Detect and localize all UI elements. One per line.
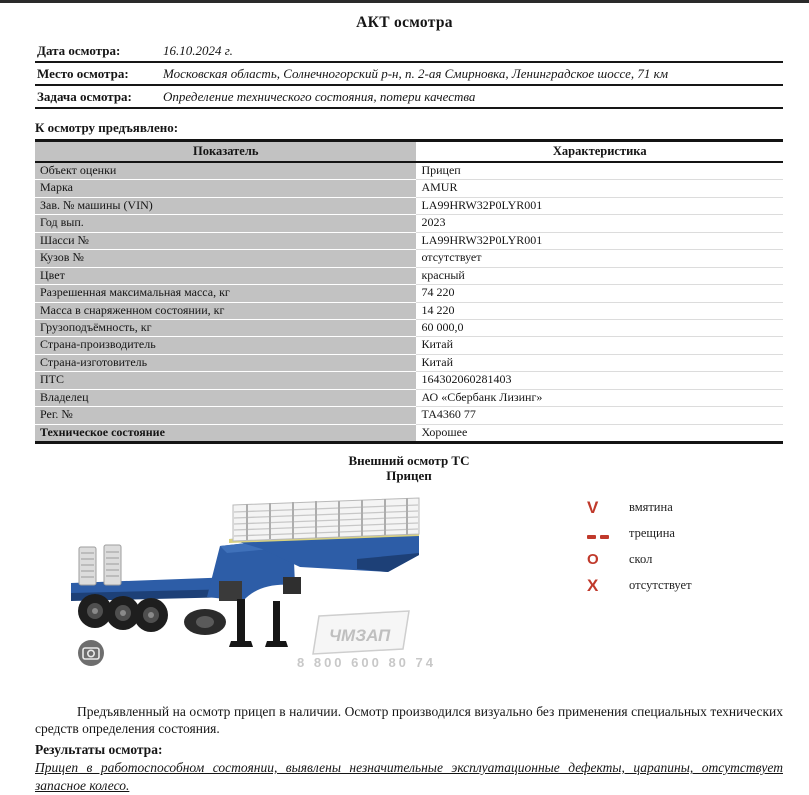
document-title: АКТ осмотра (356, 14, 453, 31)
spec-label: Масса в снаряженном состоянии, кг (35, 302, 416, 319)
table-row (35, 180, 783, 197)
table-row (35, 162, 783, 180)
spec-label: Грузоподъёмность, кг (35, 319, 416, 336)
table-row (35, 302, 783, 319)
info-value: 16.10.2024 г. (161, 40, 783, 62)
table-row (35, 319, 783, 336)
column-header-characteristic: Характеристика (416, 141, 783, 163)
legend-label: отсутствует (629, 578, 692, 593)
spec-value: 164302060281403 (416, 372, 783, 389)
spec-value: Китай (416, 354, 783, 371)
spec-value: отсутствует (416, 250, 783, 267)
table-row (35, 197, 783, 214)
visual-inspection-title (35, 453, 783, 484)
conclusion-paragraph: Предъявленный на осмотр прицеп в наличии. Осмотр производился визуально без применения специальных технических средств определения состояния. (35, 703, 783, 737)
spec-value: Прицеп (416, 162, 783, 180)
spec-label: Год вып. (35, 215, 416, 232)
spec-label: Владелец (35, 389, 416, 406)
results-heading: Результаты осмотра: (35, 742, 163, 758)
vehicle-photo-figure (35, 487, 783, 679)
watermark-phone: 8 800 600 80 74 (297, 654, 436, 670)
legend-label: трещина (629, 526, 675, 541)
spec-label: Зав. № машины (VIN) (35, 197, 416, 214)
spec-value: 74 220 (416, 285, 783, 302)
crack-symbol-icon (583, 525, 629, 542)
spec-value: LA99HRW32P0LYR001 (416, 197, 783, 214)
spec-value: красный (416, 267, 783, 284)
trailer-photo (57, 489, 517, 680)
results-text: Прицеп в работоспособном состоянии, выявлены незначительные эксплуатационные дефекты, царапины, отсутствует запасное колесо. (35, 760, 783, 793)
table-row (35, 285, 783, 302)
spec-value: LA99HRW32P0LYR001 (416, 232, 783, 249)
spec-label: Шасси № (35, 232, 416, 249)
dent-symbol-icon: V (587, 498, 599, 518)
spec-value: 2023 (416, 215, 783, 232)
watermark-logo (313, 611, 409, 654)
defect-legend (583, 495, 692, 599)
table-row (35, 354, 783, 371)
page-top-rule (0, 0, 809, 3)
table-row (35, 62, 783, 85)
missing-symbol-icon: X (587, 576, 599, 596)
table-row (35, 337, 783, 354)
spec-label: Рег. № (35, 407, 416, 424)
table-row (35, 250, 783, 267)
legend-label: скол (629, 552, 653, 567)
table-row (35, 232, 783, 249)
info-value: Московская область, Солнечногорский р-н, п. 2-ая Смирновка, Ленинградское шоссе, 71 км (161, 62, 783, 85)
chip-symbol-icon: O (587, 551, 599, 569)
spec-value: 60 000,0 (416, 319, 783, 336)
spec-value: ТА4360 77 (416, 407, 783, 424)
spec-value: AMUR (416, 180, 783, 197)
spec-label: Разрешенная максимальная масса, кг (35, 285, 416, 302)
spec-value: Хорошее (416, 424, 783, 442)
info-label: Дата осмотра: (35, 40, 161, 62)
presented-heading: К осмотру предъявлено: (35, 120, 179, 135)
info-label: Задача осмотра: (35, 85, 161, 108)
legend-label: вмятина (629, 500, 673, 515)
spec-label: ПТС (35, 372, 416, 389)
visual-inspection-title-line2: Прицеп (386, 468, 432, 484)
spec-label: Марка (35, 180, 416, 197)
table-header-row (35, 141, 783, 163)
spec-value: 14 220 (416, 302, 783, 319)
camera-icon (78, 640, 104, 666)
spec-label: Страна-изготовитель (35, 354, 416, 371)
table-row-technical-state (35, 424, 783, 442)
legend-item-dent (583, 495, 692, 521)
spec-label: Страна-производитель (35, 337, 416, 354)
table-row (35, 40, 783, 62)
table-row (35, 267, 783, 284)
spec-label: Объект оценки (35, 162, 416, 180)
table-row (35, 85, 783, 108)
info-label: Место осмотра: (35, 62, 161, 85)
spec-label: Кузов № (35, 250, 416, 267)
legend-item-crack (583, 521, 692, 547)
table-row (35, 407, 783, 424)
spec-label: Цвет (35, 267, 416, 284)
table-row (35, 215, 783, 232)
spec-value: Китай (416, 337, 783, 354)
spec-label: Техническое состояние (35, 424, 416, 442)
column-header-indicator: Показатель (35, 141, 416, 163)
visual-inspection-title-line1: Внешний осмотр ТС (348, 453, 470, 468)
legend-item-missing (583, 573, 692, 599)
conclusion-section (35, 703, 783, 795)
info-value: Определение технического состояния, потери качества (161, 85, 783, 108)
spec-value: АО «Сбербанк Лизинг» (416, 389, 783, 406)
legend-item-chip (583, 547, 692, 573)
table-row (35, 372, 783, 389)
svg-text:ЧМЗАП: ЧМЗАП (329, 625, 391, 645)
inspection-info-table (35, 40, 783, 109)
table-row (35, 389, 783, 406)
trailer-image (57, 489, 517, 675)
vehicle-spec-table (35, 139, 783, 444)
document-body (35, 40, 783, 795)
